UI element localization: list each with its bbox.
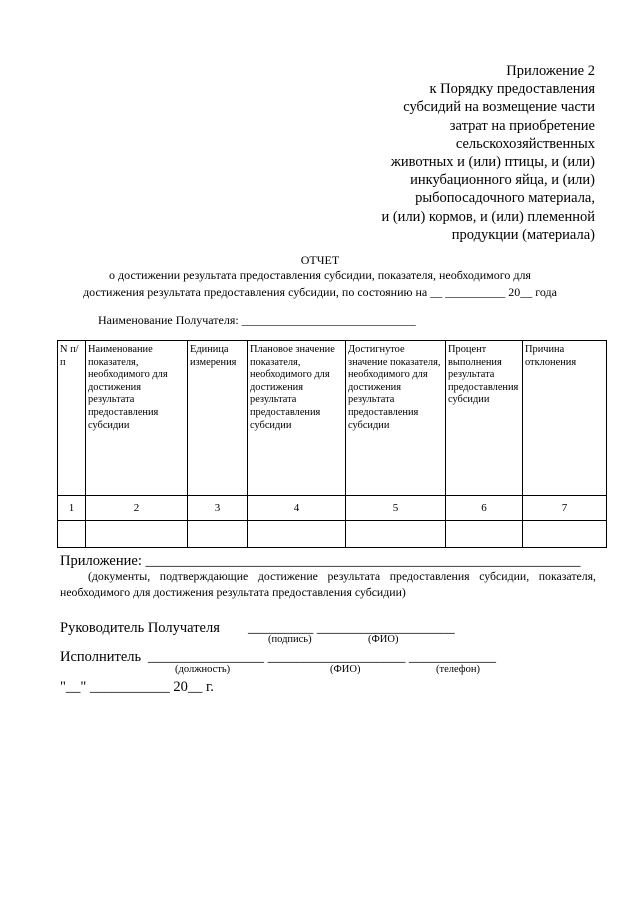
table-cell — [86, 521, 188, 548]
head-fio-caption: (ФИО) — [368, 634, 399, 645]
table-header-cell: Достигнутое значение показателя, необходимого для достижения результата предоставления субсидии — [346, 341, 446, 496]
table-header-cell: Процент выполнения результата предоставления субсидии — [446, 341, 523, 496]
appendix-line: инкубационного яйца, и (или) — [410, 172, 595, 189]
table-cell — [188, 521, 248, 548]
date-line: "__" ___________ 20__ г. — [60, 679, 214, 695]
executor-label: Исполнитель — [60, 649, 142, 665]
table-header-cell: Причина отклонения — [523, 341, 607, 496]
table-cell — [446, 521, 523, 548]
report-subtitle — [40, 267, 600, 301]
report-title: ОТЧЕТ — [300, 253, 340, 267]
recipient-name-field: Наименование Получателя: _____________________________ — [98, 313, 416, 327]
table-cell — [523, 521, 607, 548]
table-row — [58, 521, 607, 548]
attachment-note: (документы, подтверждающие достижение результата предоставления субсидии, показателя, необходимого для достижения результата предоставления субсидии) — [60, 569, 596, 599]
table-number-cell: 7 — [523, 496, 607, 521]
head-sign-caption: (подпись) — [268, 634, 312, 645]
table-number-cell: 4 — [248, 496, 346, 521]
table-header-row — [58, 341, 607, 496]
executor-position-caption: (должность) — [175, 664, 231, 675]
attachment-label: Приложение: ____________________________________________________________ — [60, 553, 581, 569]
appendix-line: субсидий на возмещение части — [403, 99, 595, 116]
table-number-cell: 1 — [58, 496, 86, 521]
appendix-line: затрат на приобретение — [449, 117, 595, 134]
table-number-cell: 6 — [446, 496, 523, 521]
table-header-cell: Наименование показателя, необходимого для достижения результата предоставления субсидии — [86, 341, 188, 496]
head-label: Руководитель Получателя — [60, 620, 220, 636]
appendix-line: сельскохозяйственных — [455, 135, 595, 152]
table-cell — [58, 521, 86, 548]
head-signature-lines: _________ ___________________ — [248, 620, 455, 636]
appendix-line: рыбопосадочного материала, — [415, 190, 595, 207]
table-header-cell: Плановое значение показателя, необходимого для достижения результата предоставления субсидии — [248, 341, 346, 496]
report-table — [57, 340, 607, 548]
appendix-line: продукции (материала) — [451, 226, 595, 243]
appendix-line: и (или) кормов, и (или) племенной — [381, 208, 595, 225]
appendix-line: к Порядку предоставления — [429, 81, 595, 98]
report-subtitle-line: о достижении результата предоставления субсидии, показателя, необходимого для — [109, 268, 531, 282]
appendix-header — [275, 62, 595, 244]
executor-phone-caption: (телефон) — [436, 664, 480, 675]
appendix-line: животных и (или) птицы, и (или) — [390, 154, 595, 171]
table-number-cell: 5 — [346, 496, 446, 521]
table-number-row — [58, 496, 607, 521]
table-number-cell: 2 — [86, 496, 188, 521]
executor-fio-caption: (ФИО) — [330, 664, 361, 675]
table-header-cell: N п/п — [58, 341, 86, 496]
table-number-cell: 3 — [188, 496, 248, 521]
executor-signature-lines: ________________ ___________________ ____________ — [148, 649, 496, 665]
appendix-line: Приложение 2 — [506, 63, 595, 79]
report-subtitle-line: достижения результата предоставления субсидии, по состоянию на __ __________ 20__ года — [83, 285, 557, 299]
table-cell — [248, 521, 346, 548]
table-header-cell: Единица измерения — [188, 341, 248, 496]
table-cell — [346, 521, 446, 548]
